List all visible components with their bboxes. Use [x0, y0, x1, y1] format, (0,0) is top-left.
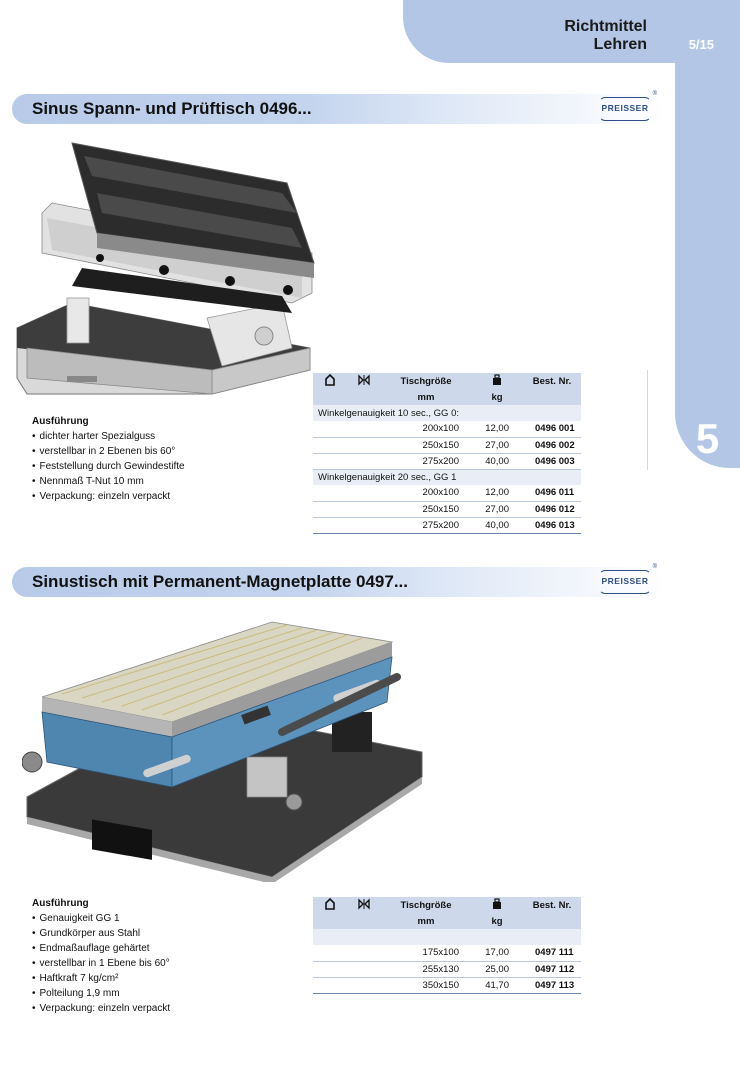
col-order: Best. Nr.: [523, 897, 581, 913]
feature-item: • Grundkörper aus Stahl: [32, 926, 170, 941]
symmetry-icon: [347, 373, 381, 389]
table-row: 200x100 12,00 0496 001: [313, 421, 581, 437]
feature-item: • Polteilung 1,9 mm: [32, 986, 170, 1001]
table-row: 255x130 25,00 0497 112: [313, 961, 581, 977]
product-image-magnetic-table: [22, 612, 432, 882]
table-spacer-row: [313, 929, 581, 945]
brand-logo: [595, 91, 657, 121]
table-group-row: Winkelgenauigkeit 10 sec., GG 0:: [313, 405, 581, 421]
feature-item: • verstellbar in 1 Ebene bis 60°: [32, 956, 170, 971]
spec-table-0497: [313, 897, 581, 994]
col-size: Tischgröße: [381, 373, 471, 389]
col-order: Best. Nr.: [523, 373, 581, 389]
brand-reg: ®: [652, 91, 657, 97]
features-title: Ausführung: [32, 898, 89, 909]
feature-item: • Genauigkeit GG 1: [32, 911, 170, 926]
table-row: 250x150 27,00 0496 012: [313, 501, 581, 517]
unit-mm: mm: [381, 913, 471, 929]
features-title: Ausführung: [32, 416, 89, 427]
table-unit-row: [313, 389, 581, 405]
table-row: 200x100 12,00 0496 011: [313, 485, 581, 501]
feature-item: • Haftkraft 7 kg/cm²: [32, 971, 170, 986]
header-tab: [403, 0, 740, 63]
corner-icon: [313, 897, 347, 913]
table-row: 175x100 17,00 0497 111: [313, 945, 581, 961]
product-image-sinus-table: [12, 138, 317, 403]
brand-reg: ®: [652, 564, 657, 570]
table-group-row: Winkelgenauigkeit 20 sec., GG 1: [313, 469, 581, 485]
header-line-2: Lehren: [593, 36, 647, 53]
unit-kg: kg: [471, 389, 523, 405]
table-header-row: [313, 897, 581, 913]
section-header-0496: [12, 91, 665, 124]
page-number: 5/15: [688, 37, 714, 52]
feature-item: • Endmaßauflage gehärtet: [32, 941, 170, 956]
table-row: 275x200 40,00 0496 013: [313, 517, 581, 533]
brand-name: PREISSER: [601, 576, 649, 586]
table-row: 250x150 27,00 0496 002: [313, 437, 581, 453]
header-line-1: Richtmittel: [564, 18, 647, 35]
table-header-row: [313, 373, 581, 389]
symmetry-icon: [347, 897, 381, 913]
chapter-number: 5: [695, 415, 720, 462]
feature-item: • verstellbar in 2 Ebenen bis 60°: [32, 444, 185, 459]
weight-icon: [471, 897, 523, 913]
brand-name: PREISSER: [601, 103, 649, 113]
spec-table-0496: [313, 373, 581, 534]
section-title: Sinus Spann- und Prüftisch 0496...: [32, 99, 312, 118]
feature-item: • Verpackung: einzeln verpackt: [32, 1001, 170, 1016]
col-size: Tischgröße: [381, 897, 471, 913]
feature-item: • Nennmaß T-Nut 10 mm: [32, 474, 185, 489]
features-list: [32, 911, 170, 1016]
features-0496: [32, 414, 185, 504]
feature-item: • Feststellung durch Gewindestifte: [32, 459, 185, 474]
table-unit-row: [313, 913, 581, 929]
feature-item: • Verpackung: einzeln verpackt: [32, 489, 185, 504]
weight-icon: [471, 373, 523, 389]
table-row: 275x200 40,00 0496 003: [313, 453, 581, 469]
header-title: [564, 18, 647, 54]
table-row: 350x150 41,70 0497 113: [313, 977, 581, 993]
corner-icon: [313, 373, 347, 389]
feature-item: • dichter harter Spezialguss: [32, 429, 185, 444]
unit-mm: mm: [381, 389, 471, 405]
unit-kg: kg: [471, 913, 523, 929]
features-list: [32, 429, 185, 504]
section-header-0497: [12, 564, 665, 597]
chapter-strip: [675, 63, 740, 468]
divider: [647, 370, 648, 470]
section-title: Sinustisch mit Permanent-Magnetplatte 0497...: [32, 572, 408, 591]
brand-logo: [595, 564, 657, 594]
features-0497: [32, 896, 170, 1016]
